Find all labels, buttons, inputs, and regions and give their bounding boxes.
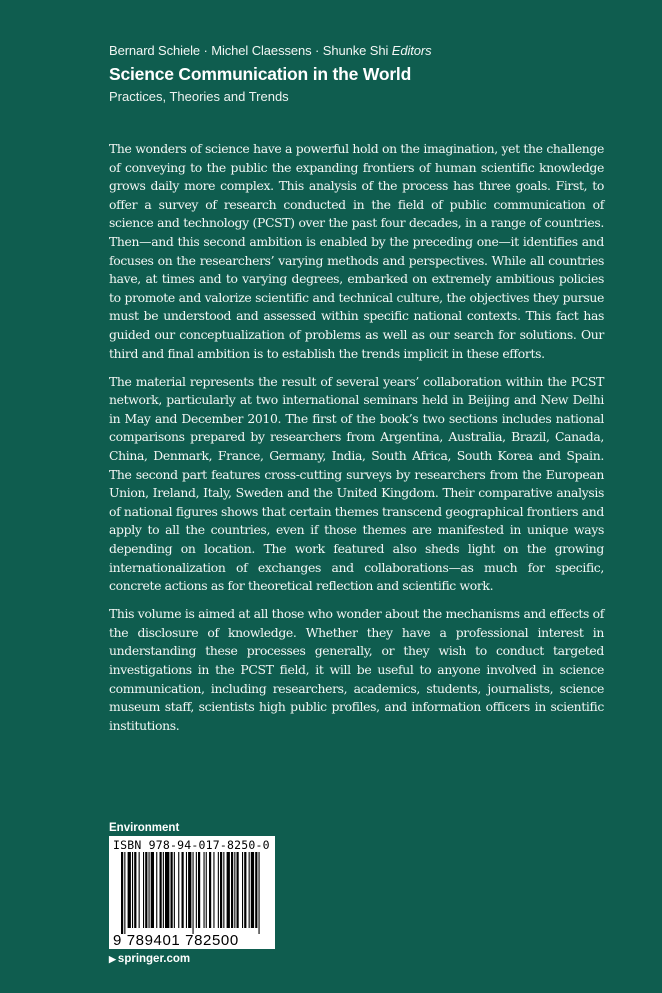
editors-role: Editors — [391, 43, 432, 58]
arrow-right-icon: ▶ — [109, 954, 116, 964]
paragraph: The wonders of science have a powerful hold on the imagination, yet the challenge of conveying to the public the expanding frontiers of human scientific knowledge grows daily more complex. This analysis of the process has three goals. First, to offer a survey of research conducted in the field of public communication of science and technology (PCST) over the past four decades, in a range of countries. Then—and this second ambition is enabled by the preceding one—it identifies and focuses on the researchers’ varying methods and perspectives. While all countries have, at times and to varying degrees, embarked on extremely ambitious policies to promote and valorize scientific and technical culture, the objectives they pursue must be understood and assessed within specific national contexts. This fact has guided our conceptualization of problems as well as our search for solutions. Our third and final ambition is to establish the trends implicit in these efforts. — [109, 141, 604, 361]
paragraph: The material represents the result of several years’ collaboration within the PCST network, particularly at two international seminars held in Beijing and New Delhi in May and December 2010. The first of the book’s two sections includes national comparisons prepared by researchers from Argentina, Australia, Brazil, Canada, China, Denmark, France, Germany, India, South Africa, South Korea and Spain. The second part features cross-cutting surveys by researchers from the European Union, Ireland, Italy, Sweden and the United Kingdom. Their comparative analysis of national figures shows that certain themes transcend geographical frontiers and apply to all the countries, even if those themes are manifested in unique ways depending on location. The work featured also sheds light on the growing internationalization of exchanges and collaborations—as much for specific, concrete actions as for theoretical reflection and scientific work. — [109, 373, 604, 594]
book-subtitle: Practices, Theories and Trends — [109, 89, 289, 104]
isbn-text: ISBN 978-94-017-8250-0 — [113, 838, 270, 852]
barcode-number: 9 789401 782500 — [113, 932, 239, 949]
paragraph: This volume is aimed at all those who wonder about the mechanisms and effects of the disclosure of knowledge. Whether they have a professional interest in understanding these processes generally, or they wish to conduct targeted investigations in the PCST field, it will be useful to anyone involved in science communication, including researchers, academics, students, journalists, science museum staff, scientists high public profiles, and information officers in scientific institutions. — [109, 606, 604, 733]
editors-names: Bernard Schiele · Michel Claessens · Shunke Shi — [109, 43, 389, 58]
barcode — [109, 836, 275, 949]
book-title: Science Communication in the World — [109, 64, 412, 84]
description — [109, 140, 604, 745]
publisher-link-text: springer.com — [117, 953, 191, 965]
header — [109, 42, 629, 106]
subject-label: Environment — [109, 822, 180, 834]
editors-line — [109, 42, 629, 60]
publisher-link[interactable] — [109, 953, 309, 965]
footer — [109, 821, 309, 965]
